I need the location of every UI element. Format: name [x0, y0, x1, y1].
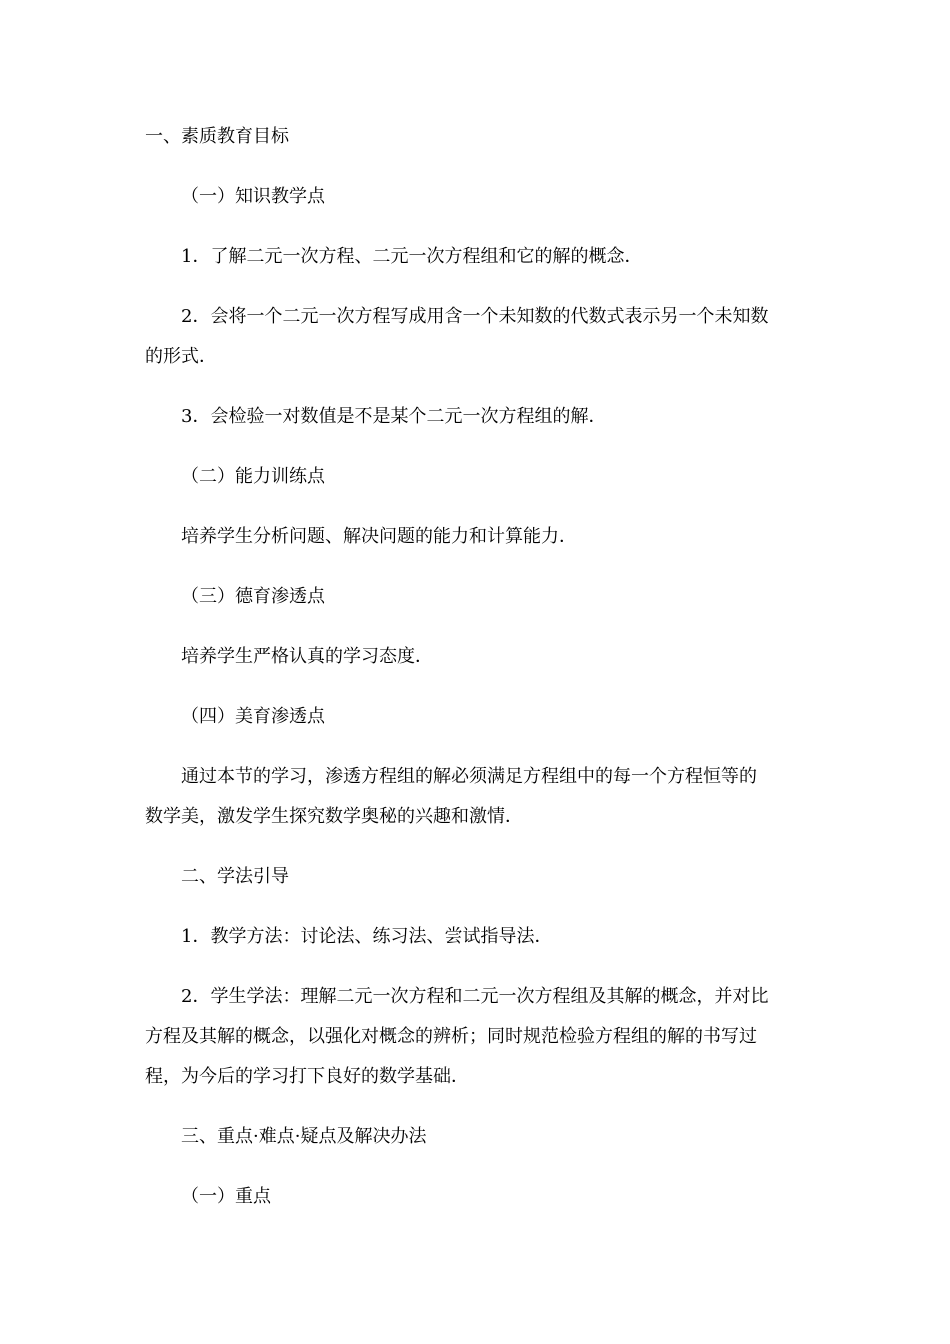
list-item-2-line-2: 的形式．: [145, 346, 217, 367]
method-item-2-line-3: 程，为今后的学习打下良好的数学基础．: [145, 1066, 469, 1087]
method-item-1: 1．教学方法：讨论法、练习法、尝试指导法．: [181, 926, 553, 947]
moral-text: 培养学生严格认真的学习态度．: [181, 646, 433, 667]
aesthetic-text-line-2: 数学美，激发学生探究数学奥秘的兴趣和激情．: [145, 806, 523, 827]
section-heading-2: 二、学法引导: [181, 866, 289, 887]
list-item-2-line-1: 2．会将一个二元一次方程写成用含一个未知数的代数式表示另一个未知数: [181, 306, 769, 327]
section-heading-1: 一、素质教育目标: [145, 126, 289, 147]
list-item-3: 3．会检验一对数值是不是某个二元一次方程组的解．: [181, 406, 607, 427]
section-heading-3: 三、重点·难点·疑点及解决办法: [181, 1126, 427, 1147]
subheading-moral: （三）德育渗透点: [181, 586, 325, 607]
subheading-key-points: （一）重点: [181, 1186, 271, 1207]
subheading-aesthetic: （四）美育渗透点: [181, 706, 325, 727]
list-item-1: 1．了解二元一次方程、二元一次方程组和它的解的概念．: [181, 246, 643, 267]
ability-text: 培养学生分析问题、解决问题的能力和计算能力．: [181, 526, 577, 547]
subheading-knowledge: （一）知识教学点: [181, 186, 325, 207]
method-item-2-line-1: 2．学生学法：理解二元一次方程和二元一次方程组及其解的概念，并对比: [181, 986, 769, 1007]
subheading-ability: （二）能力训练点: [181, 466, 325, 487]
method-item-2-line-2: 方程及其解的概念，以强化对概念的辨析；同时规范检验方程组的解的书写过: [145, 1026, 757, 1047]
aesthetic-text-line-1: 通过本节的学习，渗透方程组的解必须满足方程组中的每一个方程恒等的: [181, 766, 757, 787]
